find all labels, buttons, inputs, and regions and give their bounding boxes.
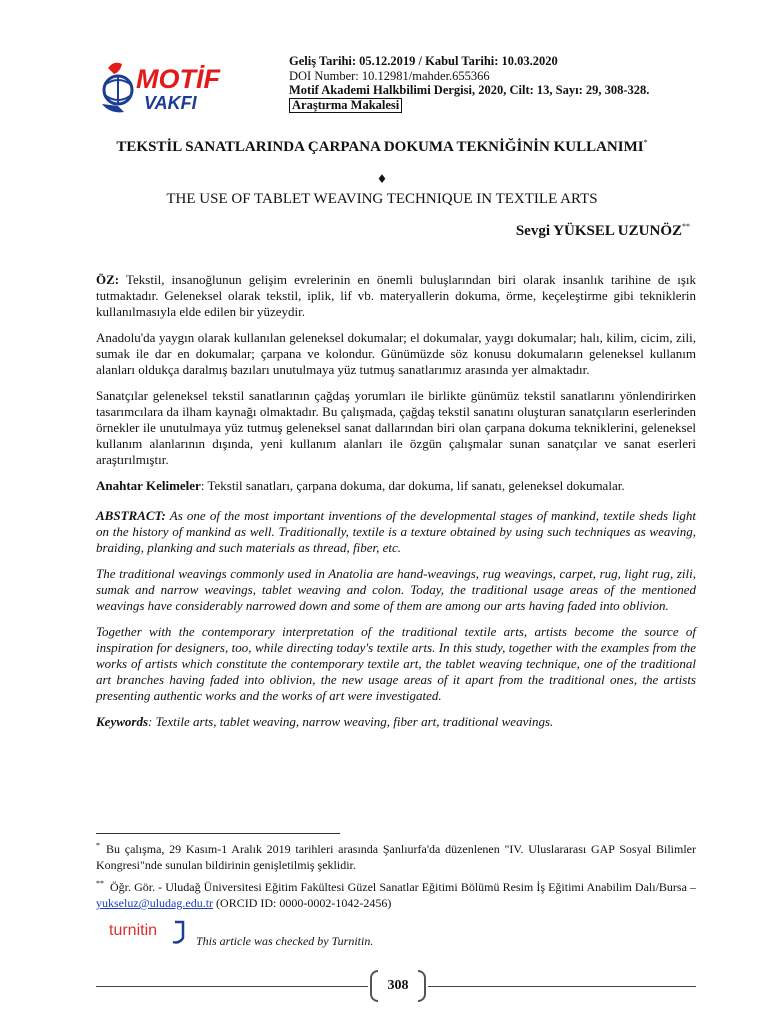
footnote-2 bbox=[96, 880, 696, 911]
abstract-section bbox=[96, 272, 696, 740]
abstract-tr-p3: Sanatçılar geleneksel tekstil sanatlarının çağdaş yorumları ile birlikte günümüz tekstil sanatlarını yönlendirirken tasarımcılara da ilham kaynağı olmaktadır. Bu çalışmada, çağdaş tekstil sanatını oluşturan sanatçıların eserlerinden örnekler ile unutulmaya yüz tutmuş geleneksel sanat dallarından biri olan çarpana dokuma tekniklerini, geleneksel kullanım alanlarının dışında, yeni kullanım alanları ile özgün çalışmalar sunan sanatçılar ve sanat eserleri araştırılmıştır. bbox=[96, 388, 696, 467]
abstract-tr-p2: Anadolu'da yaygın olarak kullanılan geleneksel dokumalar; el dokumalar, yaygı dokumalar; halı, kilim, cicim, zili, sumak ile dar en dokumalar; çarpana ve kolondur. Günümüzde söz konusu dokumaların geleneksel kullanım alanları oldukça daralmış bazıları unutulmaya yüz tutmuş sanatlarımız arasında yer almaktadır. bbox=[96, 330, 696, 377]
doi-number: DOI Number: 10.12981/mahder.655366 bbox=[289, 68, 490, 83]
abstract-tr-label: ÖZ: bbox=[96, 272, 120, 287]
diamond-separator-icon: ♦ bbox=[376, 172, 388, 186]
title-english: THE USE OF TABLET WEAVING TECHNIQUE IN TEXTILE ARTS bbox=[166, 191, 598, 207]
footnote-2-text: Öğr. Gör. - Uludağ Üniversitesi Eğitim Fakültesi Güzel Sanatlar Eğitimi Bölümü Resim İş Eğitimi Anabilim Dalı/Bursa – bbox=[110, 880, 696, 894]
abstract-en-p2: The traditional weavings commonly used in Anatolia are hand-weavings, rug weavings, carpet, rug, light rug, zili, sumak and narrow weavings, tablet weaving and colon. Today, the traditional usage areas of the mentioned weavings have considerably narrowed down and some of them are among our arts having faded into oblivion. bbox=[96, 566, 696, 613]
abstract-en-p1 bbox=[96, 508, 696, 556]
author-name-text: Sevgi YÜKSEL UZUNÖZ bbox=[515, 223, 682, 239]
page-rule-right bbox=[428, 986, 696, 987]
abstract-tr-p1 bbox=[96, 272, 696, 320]
turnitin-check-note: This article was checked by Turnitin. bbox=[196, 934, 374, 948]
footnote-1-text: Bu çalışma, 29 Kasım-1 Aralık 2019 tarihleri arasında Şanlıurfa'da düzenlenen "IV. Uluslararası GAP Sosyal Bilimler Kongresi"nde sunulan bildirinin genişletilmiş şeklidir. bbox=[96, 842, 696, 872]
author-footnote-mark: ** bbox=[682, 222, 690, 231]
page-rule-left bbox=[96, 986, 368, 987]
title-footnote-mark: * bbox=[643, 138, 648, 147]
keywords-en bbox=[96, 714, 696, 730]
keywords-tr-label: Anahtar Kelimeler bbox=[96, 478, 201, 493]
abstract-en-p3: Together with the contemporary interpretation of the traditional textile arts, artists become the source of inspiration for designers, too, while directing today's textile arts. In this study, together with the examples from the works of artists which constitute the contemporary textile art, the tablet weaving technique, one of the traditional art branches having faded into oblivion, the new usage areas of it apart from the traditional ones, the artists presenting authentic works and the works of art were investigated. bbox=[96, 624, 696, 703]
footnote-divider bbox=[96, 833, 340, 834]
keywords-en-text: : Textile arts, tablet weaving, narrow weaving, fiber art, traditional weavings. bbox=[148, 714, 554, 729]
journal-citation: Motif Akademi Halkbilimi Dergisi, 2020, Cilt: 13, Sayı: 29, 308-328. bbox=[289, 83, 650, 97]
abstract-en-p1-text: As one of the most important inventions of the developmental stages of mankind, textile sheds light on the history of mankind as well. Traditionally, textile is a texture obtained by using such techniques as weaving, braiding, planking and such materials as thread, fiber, etc. bbox=[96, 508, 696, 555]
logo-line1: MOTİF bbox=[136, 64, 220, 94]
footnote-1-mark: * bbox=[96, 841, 100, 850]
motif-globe-figure bbox=[102, 63, 132, 113]
turnitin-mark-icon bbox=[173, 922, 183, 943]
abstract-tr-p1-text: Tekstil, insanoğlunun gelişim evrelerinin en önemli buluşlarından biri olarak insanlık tarihine de ışık tutmaktadır. Geleneksel olarak tekstil, iplik, lif vb. materyallerin dokuma, örme, keçeleştirme gibi tekniklerin kullanılmasıyla elde edilen bir yüzeydir. bbox=[96, 272, 696, 319]
footnote-2-orcid: (ORCID ID: 0000-0002-1042-2456) bbox=[213, 896, 392, 910]
keywords-tr bbox=[96, 478, 696, 494]
motif-vakfi-logo bbox=[100, 54, 250, 120]
turnitin-logo-text: turnitin bbox=[109, 922, 158, 939]
logo-line2: VAKFI bbox=[144, 93, 197, 113]
title-turkish-text: TEKSTİL SANATLARINDA ÇARPANA DOKUMA TEKNİĞİNİN KULLANIMI bbox=[116, 139, 644, 155]
keywords-en-label: Keywords bbox=[96, 714, 148, 729]
title-turkish bbox=[96, 134, 668, 156]
author-name bbox=[516, 218, 690, 240]
turnitin-logo bbox=[109, 916, 195, 946]
footnote-2-mark: ** bbox=[96, 879, 104, 888]
article-type-box: Araştırma Makalesi bbox=[289, 98, 402, 113]
footnote-1 bbox=[96, 842, 696, 873]
author-email-link[interactable]: yukseluz@uludag.edu.tr bbox=[96, 896, 214, 910]
keywords-tr-text: : Tekstil sanatları, çarpana dokuma, dar dokuma, lif sanatı, geleneksel dokumalar. bbox=[200, 478, 625, 493]
article-meta bbox=[289, 54, 649, 113]
submission-dates: Geliş Tarihi: 05.12.2019 / Kabul Tarihi: 10.03.2020 bbox=[289, 54, 558, 68]
page-number: 308 bbox=[387, 978, 409, 993]
abstract-en-label: ABSTRACT: bbox=[96, 508, 166, 523]
